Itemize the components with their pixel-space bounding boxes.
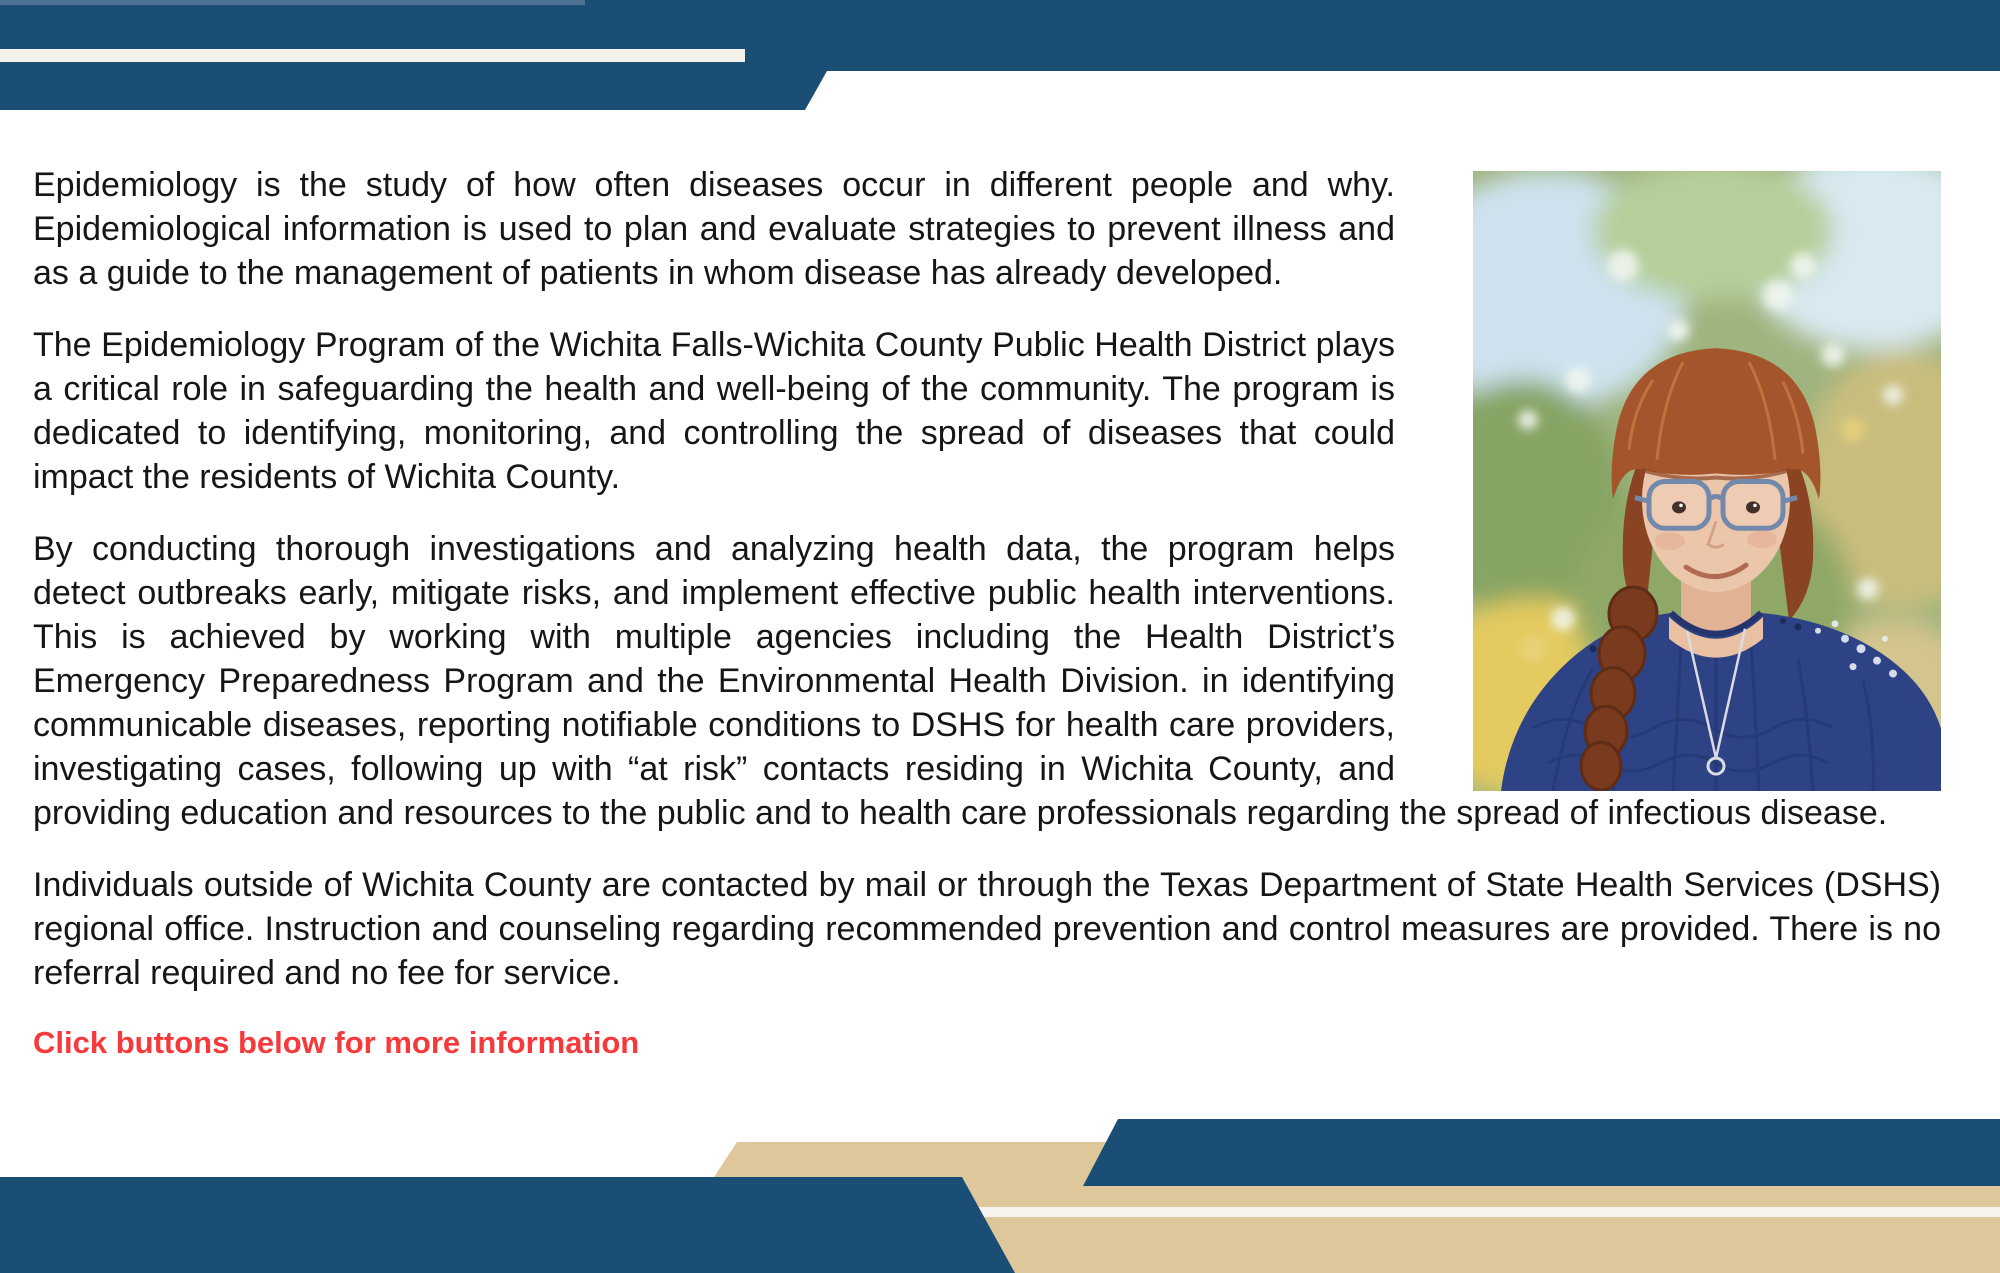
paragraph-investigations: By conducting thorough investigations and analyzing health data, the program helps detect outbreaks early, mitigate risks, and implement effective public health interventions. This is achieved by working with multiple agencies including the Health District’s Emergency Preparedness Program and the Environmental Health Division. in identifying communicable diseases, reporting notifiable conditions to DSHS for health care providers, investigating cases, following up with “at risk” contacts residing in Wichita County, and providing education and resources to the public and to health care professionals regarding the spread of infectious disease. — [33, 530, 1888, 832]
footer-navy-parallelogram — [1080, 1119, 2000, 1186]
footer-navy-wedge — [0, 1177, 1015, 1273]
paragraph-outside-county: Individuals outside of Wichita County are contacted by mail or through the Texas Department of State Health Services (DSHS) regional office. Instruction and counseling regarding recommended prevention and control measures are provided. There is no referral required and no fee for service. — [33, 866, 1941, 992]
paragraph-epidemiology-intro: Epidemiology is the study of how often diseases occur in different people and why. Epidemiological information is used to plan and evaluate strategies to prevent illness and as a guide to the management of patients in whom disease has already developed. — [33, 166, 1395, 292]
header-slate-strip — [0, 0, 585, 5]
portrait-photo — [1473, 171, 1941, 791]
cta-text: Click buttons below for more information — [33, 1025, 640, 1060]
portrait-illustration — [1473, 171, 1941, 791]
header-cream-stripe — [0, 49, 745, 62]
paragraph-program-role: The Epidemiology Program of the Wichita Falls-Wichita County Public Health District plays a critical role in safeguarding the health and well-being of the community. The program is dedicated to identifying, monitoring, and controlling the spread of diseases that could impact the residents of Wichita County. — [33, 326, 1395, 496]
content-area — [33, 163, 1941, 1063]
